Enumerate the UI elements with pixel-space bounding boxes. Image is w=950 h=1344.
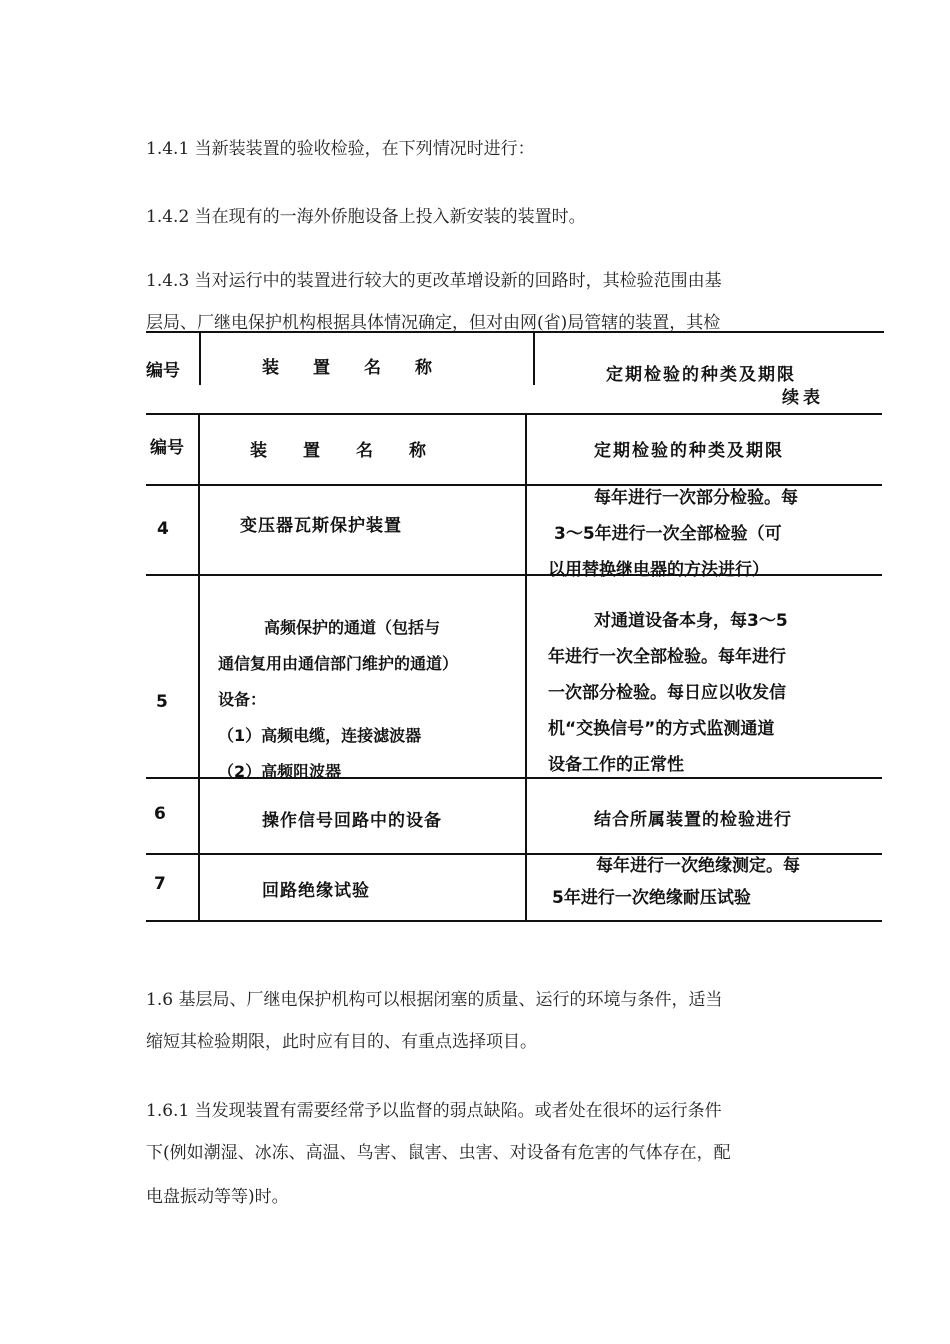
header-period-label: 定期检验的种类及期限 bbox=[606, 365, 796, 385]
row-5-name-line-3: 设备： bbox=[218, 690, 267, 709]
paragraph-1-6-line-1: 1.6 基层局、厂继电保护机构可以根据闭塞的质量、运行的环境与条件，适当 bbox=[146, 990, 723, 1010]
table-rule-bottom bbox=[146, 920, 882, 922]
table-header-name: 装置名称 bbox=[250, 441, 462, 461]
row-5-period-line-5: 设备工作的正常性 bbox=[548, 755, 684, 775]
paragraph-1-4-1: 1.4.1 当新装装置的验收检验，在下列情况时进行： bbox=[146, 139, 535, 159]
paragraph-1-4-3-continued-text: 层局、厂继电保护机构根据具体情况确定，但对由网(省)局管辖的装置，其检 bbox=[146, 313, 721, 331]
paragraph-1-6-line-2: 缩短其检验期限，此时应有目的、有重点选择项目。 bbox=[146, 1032, 537, 1052]
paragraph-1-4-2: 1.4.2 当在现有的一海外侨胞设备上投入新安装的装置时。 bbox=[146, 207, 586, 227]
header-divider-1 bbox=[199, 333, 201, 385]
table-rule-top bbox=[146, 413, 882, 415]
row-7-period-line-2: 5年进行一次绝缘耐压试验 bbox=[552, 888, 751, 908]
continued-label: 续表 bbox=[782, 388, 824, 408]
row-5-name-line-4: （1）高频电缆，连接滤波器 bbox=[218, 726, 422, 745]
row-7-name: 回路绝缘试验 bbox=[262, 881, 370, 901]
row-5-period-line-1: 对通道设备本身，每3～5 bbox=[594, 611, 788, 631]
row-7-no: 7 bbox=[154, 874, 166, 894]
table-col-divider-2 bbox=[525, 415, 527, 920]
row-5-name-line-5: （2）高频阻波器 bbox=[218, 762, 342, 781]
row-4-period-line-3: 以用替换继电器的方法进行） bbox=[548, 560, 769, 580]
row-5-period-line-4: 机“交换信号”的方式监测通道 bbox=[548, 719, 775, 739]
row-4-no: 4 bbox=[157, 519, 169, 539]
paragraph-1-4-3-continued bbox=[146, 306, 720, 331]
row-4-period-line-1: 每年进行一次部分检验。每 bbox=[594, 488, 798, 508]
header-divider-2 bbox=[533, 333, 535, 385]
table-col-divider-1 bbox=[198, 415, 200, 920]
header-no-label: 编号 bbox=[146, 361, 180, 381]
row-5-period bbox=[548, 603, 878, 783]
row-6-name: 操作信号回路中的设备 bbox=[262, 811, 442, 831]
row-5-name bbox=[218, 610, 523, 790]
row-5-period-line-2: 年进行一次全部检验。每年进行 bbox=[548, 647, 786, 667]
table-header-no: 编号 bbox=[150, 438, 184, 458]
row-5-period-line-3: 一次部分检验。每日应以收发信 bbox=[548, 683, 786, 703]
row-6-no: 6 bbox=[154, 804, 166, 824]
row-5-name-line-2: 通信复用由通信部门维护的通道） bbox=[218, 654, 459, 673]
row-5-name-line-1: 高频保护的通道（包括与 bbox=[264, 618, 441, 637]
paragraph-1-6-1-line-1: 1.6.1 当发现装置有需要经常予以监督的弱点缺陷。或者处在很坏的运行条件 bbox=[146, 1101, 722, 1121]
table-header-period: 定期检验的种类及期限 bbox=[594, 441, 784, 461]
paragraph-1-6-1-line-3: 电盘振动等等)时。 bbox=[146, 1187, 289, 1207]
row-6-period: 结合所属装置的检验进行 bbox=[594, 810, 792, 830]
row-7-period bbox=[552, 850, 882, 914]
paragraph-1-4-3: 1.4.3 当对运行中的装置进行较大的更改革增设新的回路时，其检验范围由基 bbox=[146, 271, 722, 291]
paragraph-1-6-1-line-2: 下(例如潮湿、冰冻、高温、鸟害、鼠害、虫害、对设备有危害的气体存在，配 bbox=[146, 1143, 731, 1163]
row-4-name: 变压器瓦斯保护装置 bbox=[240, 516, 402, 536]
row-7-period-line-1: 每年进行一次绝缘测定。每 bbox=[596, 856, 800, 876]
row-4-period bbox=[548, 480, 878, 588]
header-name-label: 装置名称 bbox=[262, 358, 466, 378]
header-top-rule bbox=[146, 331, 884, 333]
row-4-period-line-2: 3～5年进行一次全部检验（可 bbox=[554, 524, 782, 544]
row-5-no: 5 bbox=[156, 692, 168, 712]
